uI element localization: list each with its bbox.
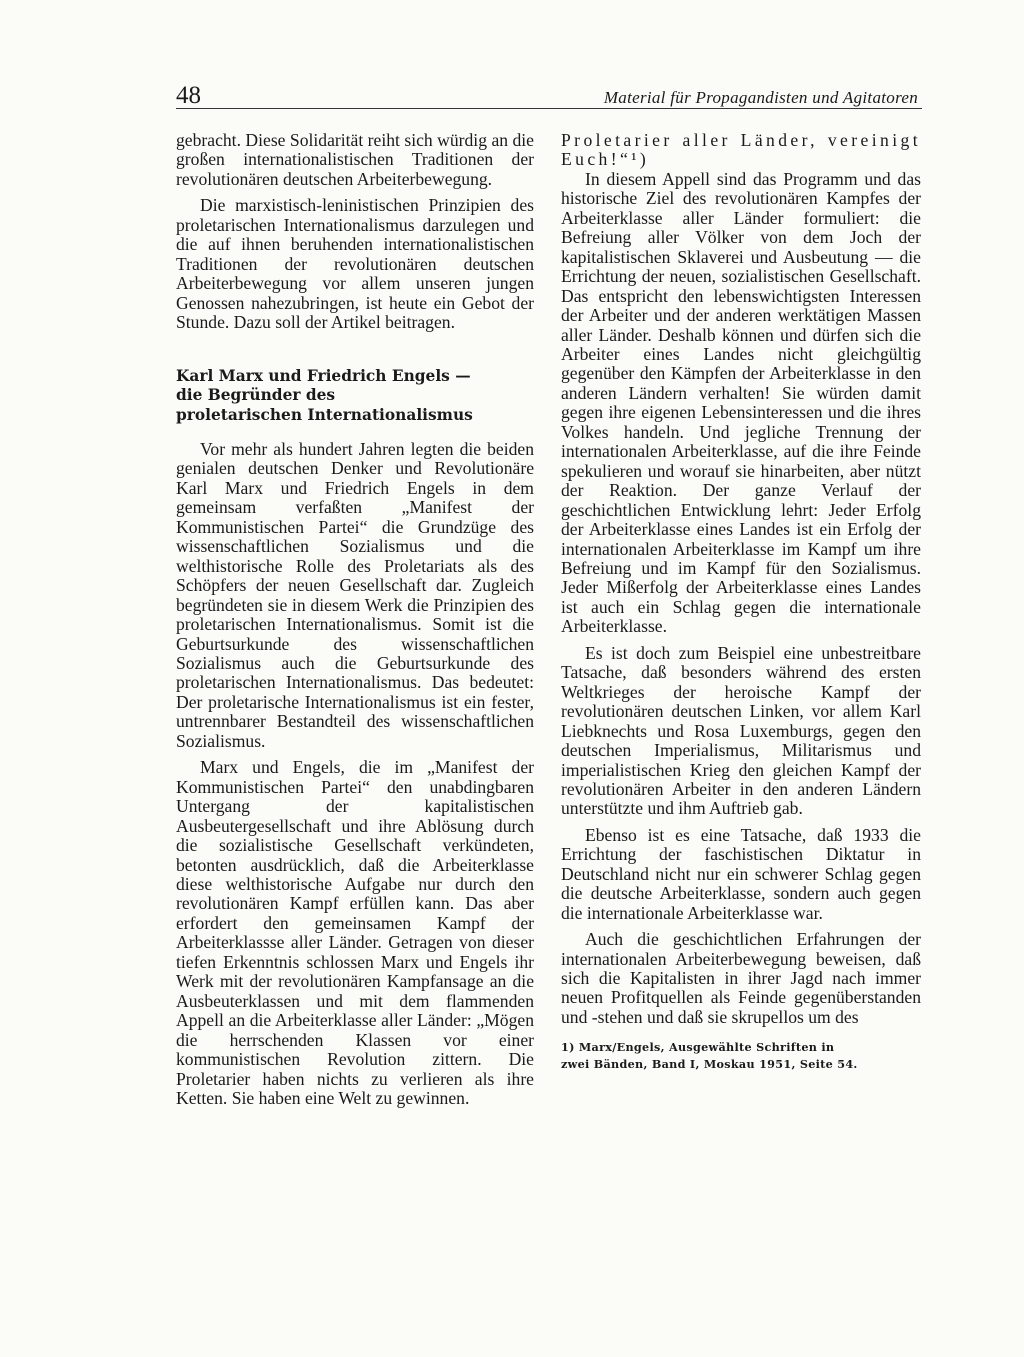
paragraph: Es ist doch zum Beispiel eine unbestreitbare Tatsache, daß besonders während des ersten Weltkrieges der heroische Kampf der revolutionären deutschen Linken, vor allem Karl Liebknechts und Rosa Luxemburgs, gegen den deutschen Imperialismus, Militarismus und imperialistischen Krieg den gleichen Kampf der revolutionären Arbeiter in den anderen Ländern unterstützte und ihm Auftrieb gab.	[561, 642, 921, 819]
running-title: Material für Propagandisten und Agitatoren	[603, 88, 918, 107]
page-header	[176, 84, 922, 109]
footnote-spacer	[561, 1027, 921, 1039]
paragraph: Marx und Engels, die im „Manifest der Kommunistischen Partei“ den unabdingbaren Untergang der kapitalistischen Ausbeutergesellschaft und ihre Ablösung durch die sozialistische Gesellschaft verkündeten, betonten ausdrücklich, daß die Arbeiterklasse diese welthistorische Aufgabe nur durch den revolutionären Kampf erfüllen kann. Das aber erfordert den gemeinsamen Kampf der Arbeiterklassse aller Länder. Getragen von dieser tiefen Erkenntnis schlossen Marx und Engels ihr Werk mit der revolutionären Kampfansage an die Ausbeuterklassen und mit dem flammenden Appell an die Arbeiterklasse aller Länder: „Mögen die herrschenden Klassen vor einer kommunistischen Revolution zittern. Die Proletarier haben nichts zu verlieren als ihre Ketten. Sie haben eine Welt zu gewinnen.	[176, 757, 534, 1108]
section-heading-line: Karl Marx und Friedrich Engels —	[176, 366, 471, 385]
paragraph: In diesem Appell sind das Programm und das historische Ziel des revolutionären Kampfes der Arbeiterklasse aller Länder formuliert: die Befreiung aller Völker von dem Joch der kapitalistischen Sklaverei und Ausbeutung — die Errichtung der neuen, sozialistischen Gesellschaft. Das entspricht den lebenswichtigsten Interessen der Arbeiter und der anderen werktätigen Massen aller Länder. Deshalb können und dürfen sich die Arbeiter eines Landes nicht gleichgültig gegenüber den Kämpfen der Arbeiterklasse in den anderen Ländern verhalten! Sie würden damit gegen ihre eigenen Lebensinteressen und die ihres Volkes handeln. Und jegliche Trennung der internationalen Arbeiterklasse, auf die ihre Feinde spekulieren und worauf sie hinarbeiten, aber nützt der Reaktion. Der ganze Verlauf der geschichtlichen Entwicklung lehrt: Jeder Erfolg der Arbeiterklasse eines Landes ist ein Erfolg der internationalen Arbeiterklasse im Kampf um ihre Befreiung und im Kampf für den Sozialismus. Jeder Mißerfolg der Arbeiterklasse eines Landes ist auch ein Schlag gegen die internationale Arbeiterklasse.	[561, 168, 921, 637]
section-heading-line: proletarischen Internationalismus	[176, 405, 473, 424]
footnote-line: 1) Marx/Engels, Ausgewählte Schriften in	[561, 1040, 835, 1055]
footnote	[561, 1039, 921, 1072]
right-column	[561, 131, 921, 1072]
page-number: 48	[176, 82, 201, 109]
footnote-line: zwei Bänden, Band I, Moskau 1951, Seite 54.	[561, 1056, 858, 1071]
section-heading-line: die Begründer des	[176, 386, 336, 405]
quote-continuation: Proletarier aller Länder, vereinigt Euch!“¹)	[561, 130, 921, 170]
paragraph: Vor mehr als hundert Jahren legten die beiden genialen deutschen Denker und Revolutionäre Karl Marx und Friedrich Engels in dem gemeinsam verfaßten „Manifest der Kommunistischen Partei“ die Grundzüge des wissenschaftlichen Sozialismus und die welthistorische Rolle des Proletariats als des Schöpfers der neuen Gesellschaft dar. Zugleich begründeten sie in diesem Werk die Prinzipien des proletarischen Internationalismus. Somit ist die Geburtsurkunde des wissenschaftlichen Sozialismus auch die Geburtsurkunde des proletarischen Internationalismus. Das bedeutet: Der proletarische Internationalismus ist ein fester, untrennbarer Bestandteil des wissenschaftlichen Sozialismus.	[176, 439, 534, 751]
paragraph: Ebenso ist es eine Tatsache, daß 1933 die Errichtung der faschistischen Diktatur in Deutschland nicht nur ein schwerer Schlag gegen die deutsche Arbeiterklasse, sondern auch gegen die internationale Arbeiterklasse war.	[561, 824, 921, 923]
paragraph: Auch die geschichtlichen Erfahrungen der internationalen Arbeiterbewegung beweisen, daß sich die Kapitalisten in ihrer Jagd nach immer neuen Profitquellen als Feinde gegenüberstanden und -stehen und daß sie skrupellos um des	[561, 929, 921, 1027]
paragraph: Die marxistisch-leninistischen Prinzipien des proletarischen Internationalismus darzulegen und die auf ihnen beruhenden internationalistischen Traditionen der revolutionären deutschen Arbeiterbewegung vor allem unseren jungen Genossen nahezubringen, ist heute ein Gebot der Stunde. Dazu soll der Artikel beitragen.	[176, 195, 534, 333]
section-heading	[176, 367, 534, 426]
paragraph: gebracht. Diese Solidarität reiht sich würdig an die großen internationalistischen Traditionen der revolutionären deutschen Arbeiterbewegung.	[176, 130, 534, 189]
left-column	[176, 131, 534, 1108]
